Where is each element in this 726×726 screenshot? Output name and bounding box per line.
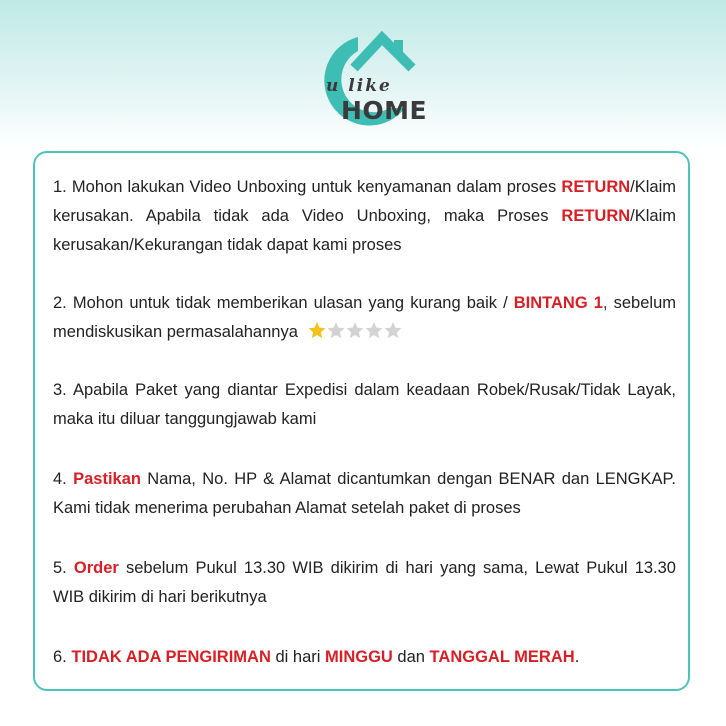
star-rating <box>308 321 403 350</box>
star-empty-icon <box>346 321 364 339</box>
rule-2: 2. Mohon untuk tidak memberikan ulasan yang kurang baik / BINTANG 1, sebelum mendiskusikan permasalahannya <box>53 289 676 350</box>
logo-script-text: u like <box>326 76 392 96</box>
star-filled-icon <box>308 321 326 339</box>
rule-6: 6. TIDAK ADA PENGIRIMAN di hari MINGGU dan TANGGAL MERAH. <box>53 648 580 666</box>
bintang-highlight: BINTANG 1 <box>513 294 603 312</box>
rules-card <box>33 151 690 691</box>
rule-4: 4. Pastikan Nama, No. HP & Alamat dicantumkan dengan BENAR dan LENGKAP. Kami tidak menerima perubahan Alamat setelah paket di proses <box>53 470 676 517</box>
star-empty-icon <box>327 321 345 339</box>
pastikan-highlight: Pastikan <box>73 470 141 488</box>
logo-brand-text: HOME <box>341 96 428 125</box>
holiday-highlight: TANGGAL MERAH <box>429 648 575 666</box>
no-delivery-highlight: TIDAK ADA PENGIRIMAN <box>71 648 271 666</box>
order-highlight: Order <box>73 559 119 577</box>
return-highlight: RETURN <box>561 207 631 225</box>
rule-1: 1. Mohon lakukan Video Unboxing untuk kenyamanan dalam proses RETURN/Klaim kerusakan. Apabila tidak ada Video Unboxing, maka Proses RETURN/Klaim kerusakan/Kekurangan tidak dapat kami proses <box>53 178 676 254</box>
rule-3: 3. Apabila Paket yang diantar Expedisi dalam keadaan Robek/Rusak/Tidak Layak, maka itu diluar tanggungjawab kami <box>53 381 676 428</box>
star-empty-icon <box>365 321 383 339</box>
return-highlight: RETURN <box>561 178 631 196</box>
brand-logo <box>300 18 430 128</box>
star-empty-icon <box>384 321 402 339</box>
rule-5: 5. Order sebelum Pukul 13.30 WIB dikirim di hari yang sama, Lewat Pukul 13.30 WIB dikirim di hari berikutnya <box>53 559 676 606</box>
sunday-highlight: MINGGU <box>325 648 393 666</box>
